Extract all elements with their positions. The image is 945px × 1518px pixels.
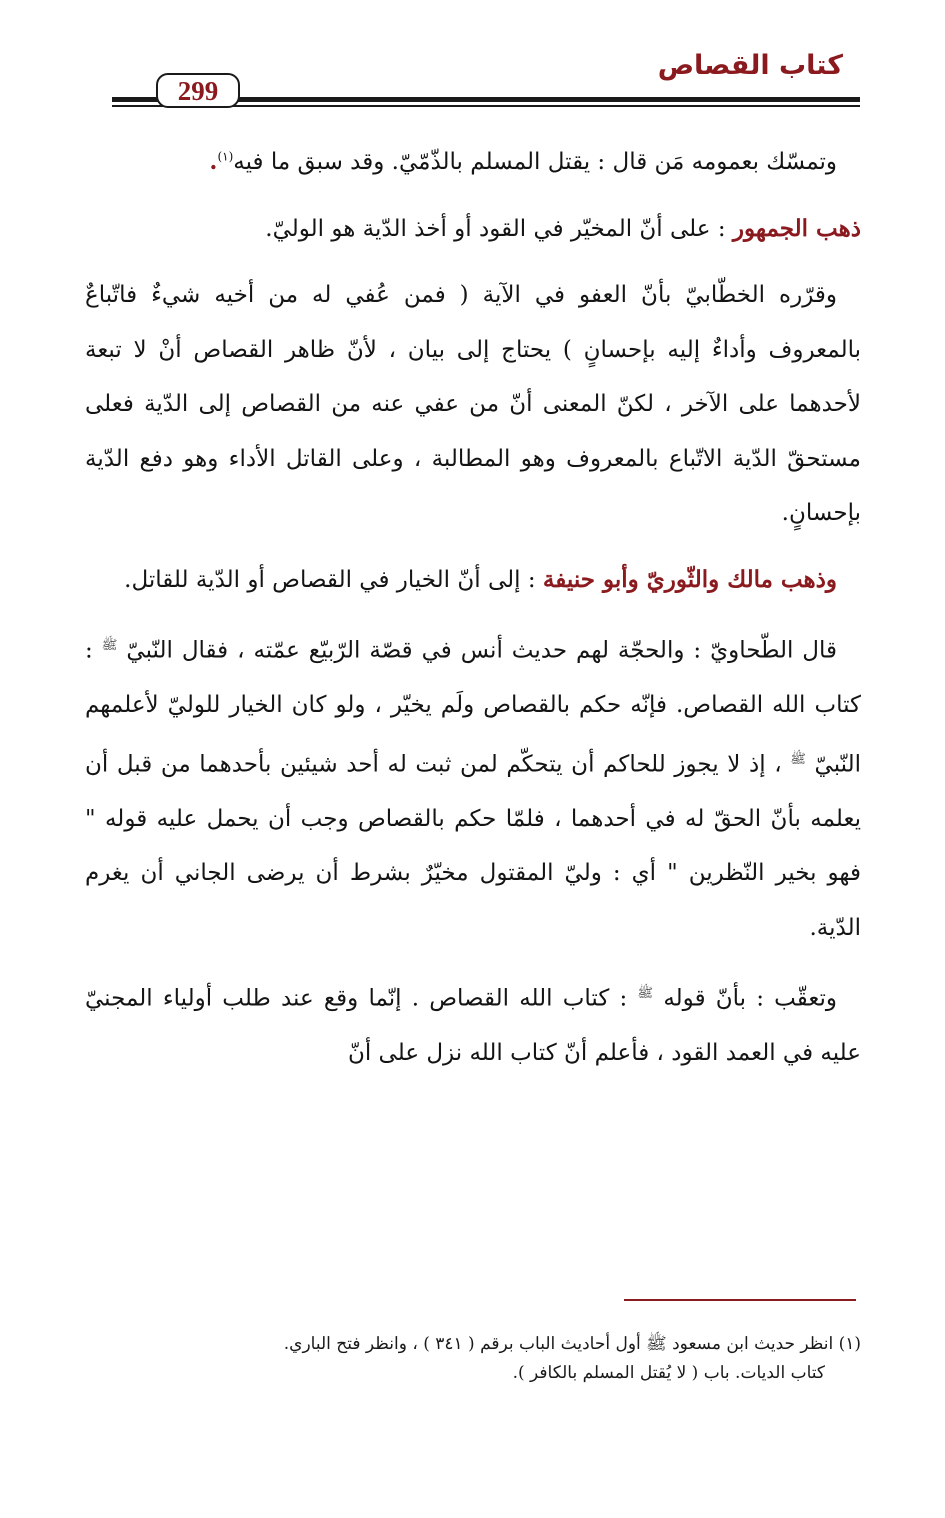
footnote-1-line-1: (١) انظر حديث ابن مسعود ﷺ أول أحاديث الباب برقم ( ٣٤١ ) ، وانظر فتح الباري.	[283, 1334, 861, 1354]
paragraph-1-text: وتمسّك بعمومه مَن قال : يقتل المسلم بالذّمّيّ. وقد سبق ما فيه	[233, 149, 837, 175]
running-title: كتاب القصاص	[657, 50, 843, 81]
paragraph-4	[85, 553, 861, 608]
paragraph-4-text: : إلى أنّ الخيار في القصاص أو الدّية للقاتل.	[124, 566, 543, 593]
paragraph-1-end: .	[209, 148, 218, 175]
footnote-1-line-2: كتاب الديات. باب ( لا يُقتل المسلم بالكافر ).	[512, 1363, 825, 1383]
paragraph-5-text-b: : كتاب الله القصاص. فإنّه حكم بالقصاص ولَم يخيّر ، ولو كان الخيار للوليّ لأعلمهم النّبيّ	[85, 637, 861, 778]
paragraph-5-text-a: قال الطّحاويّ : والحجّة لهم حديث أنس في قصّة الرّبيّع عمّته ، فقال النّبيّ	[126, 637, 838, 664]
footnote-separator	[624, 1299, 856, 1301]
paragraph-2	[85, 202, 861, 257]
paragraph-2-text: : على أنّ المخيّر في القود أو أخذ الدّية هو الوليّ.	[265, 215, 733, 242]
paragraph-2-heading: ذهب الجمهور	[732, 214, 861, 242]
paragraph-3-text: وقرّره الخطّابيّ بأنّ العفو في الآية ( فمن عُفي له من أخيه شيءٌ فاتّباعٌ بالمعروف وأداءٌ إليه بإحسانٍ ) يحتاج إلى بيان ، لأنّ ظاهر القصاص أنْ لا تبعة لأحدهما على الآخر ، لكنّ المعنى أنّ من عفي عنه من القصاص إلى الدّية فعلى مستحقّ الدّية الاتّباع بالمعروف وهو المطالبة ، وعلى القاتل الأداء وهو دفع الدّية بإحسانٍ.	[85, 282, 861, 526]
paragraph-1	[85, 135, 861, 190]
paragraph-4-heading: وذهب مالك والثّوريّ وأبو حنيفة	[542, 565, 837, 593]
paragraph-3	[85, 268, 861, 541]
main-text	[85, 135, 861, 1093]
salutation-icon: ﷺ	[101, 638, 118, 653]
paragraph-6-text-a: وتعقّب : بأنّ قوله	[663, 985, 837, 1012]
page-number: 299	[156, 73, 240, 108]
paragraph-6-text-b: : كتاب الله القصاص . إنّما وقع عند طلب أولياء المجنيّ عليه في العمد القود ، فأعلم أنّ كتاب الله نزل على أنّ	[85, 985, 861, 1067]
salutation-icon: ﷺ	[637, 986, 654, 1002]
paragraph-5-text-c: ، إذ لا يجوز للحاكم أن يتحكّم لمن ثبت له أحد شيئين بأحدهما من قبل أن يعلمه بأنّ الحقّ له في أحدهما ، فلمّا حكم بالقصاص وجب أن يحمل عليه قوله " فهو بخير النّظرين " أي : وليّ المقتول مخيّرٌ بشرط أن يرضى الجاني أن يغرم الدّية.	[85, 751, 861, 941]
salutation-icon: ﷺ	[790, 751, 806, 767]
footnotes	[85, 1330, 861, 1388]
paragraph-6	[85, 967, 861, 1081]
footnote-ref[interactable]: (١)	[217, 149, 234, 164]
page-header	[0, 0, 945, 115]
paragraph-5	[85, 619, 861, 955]
